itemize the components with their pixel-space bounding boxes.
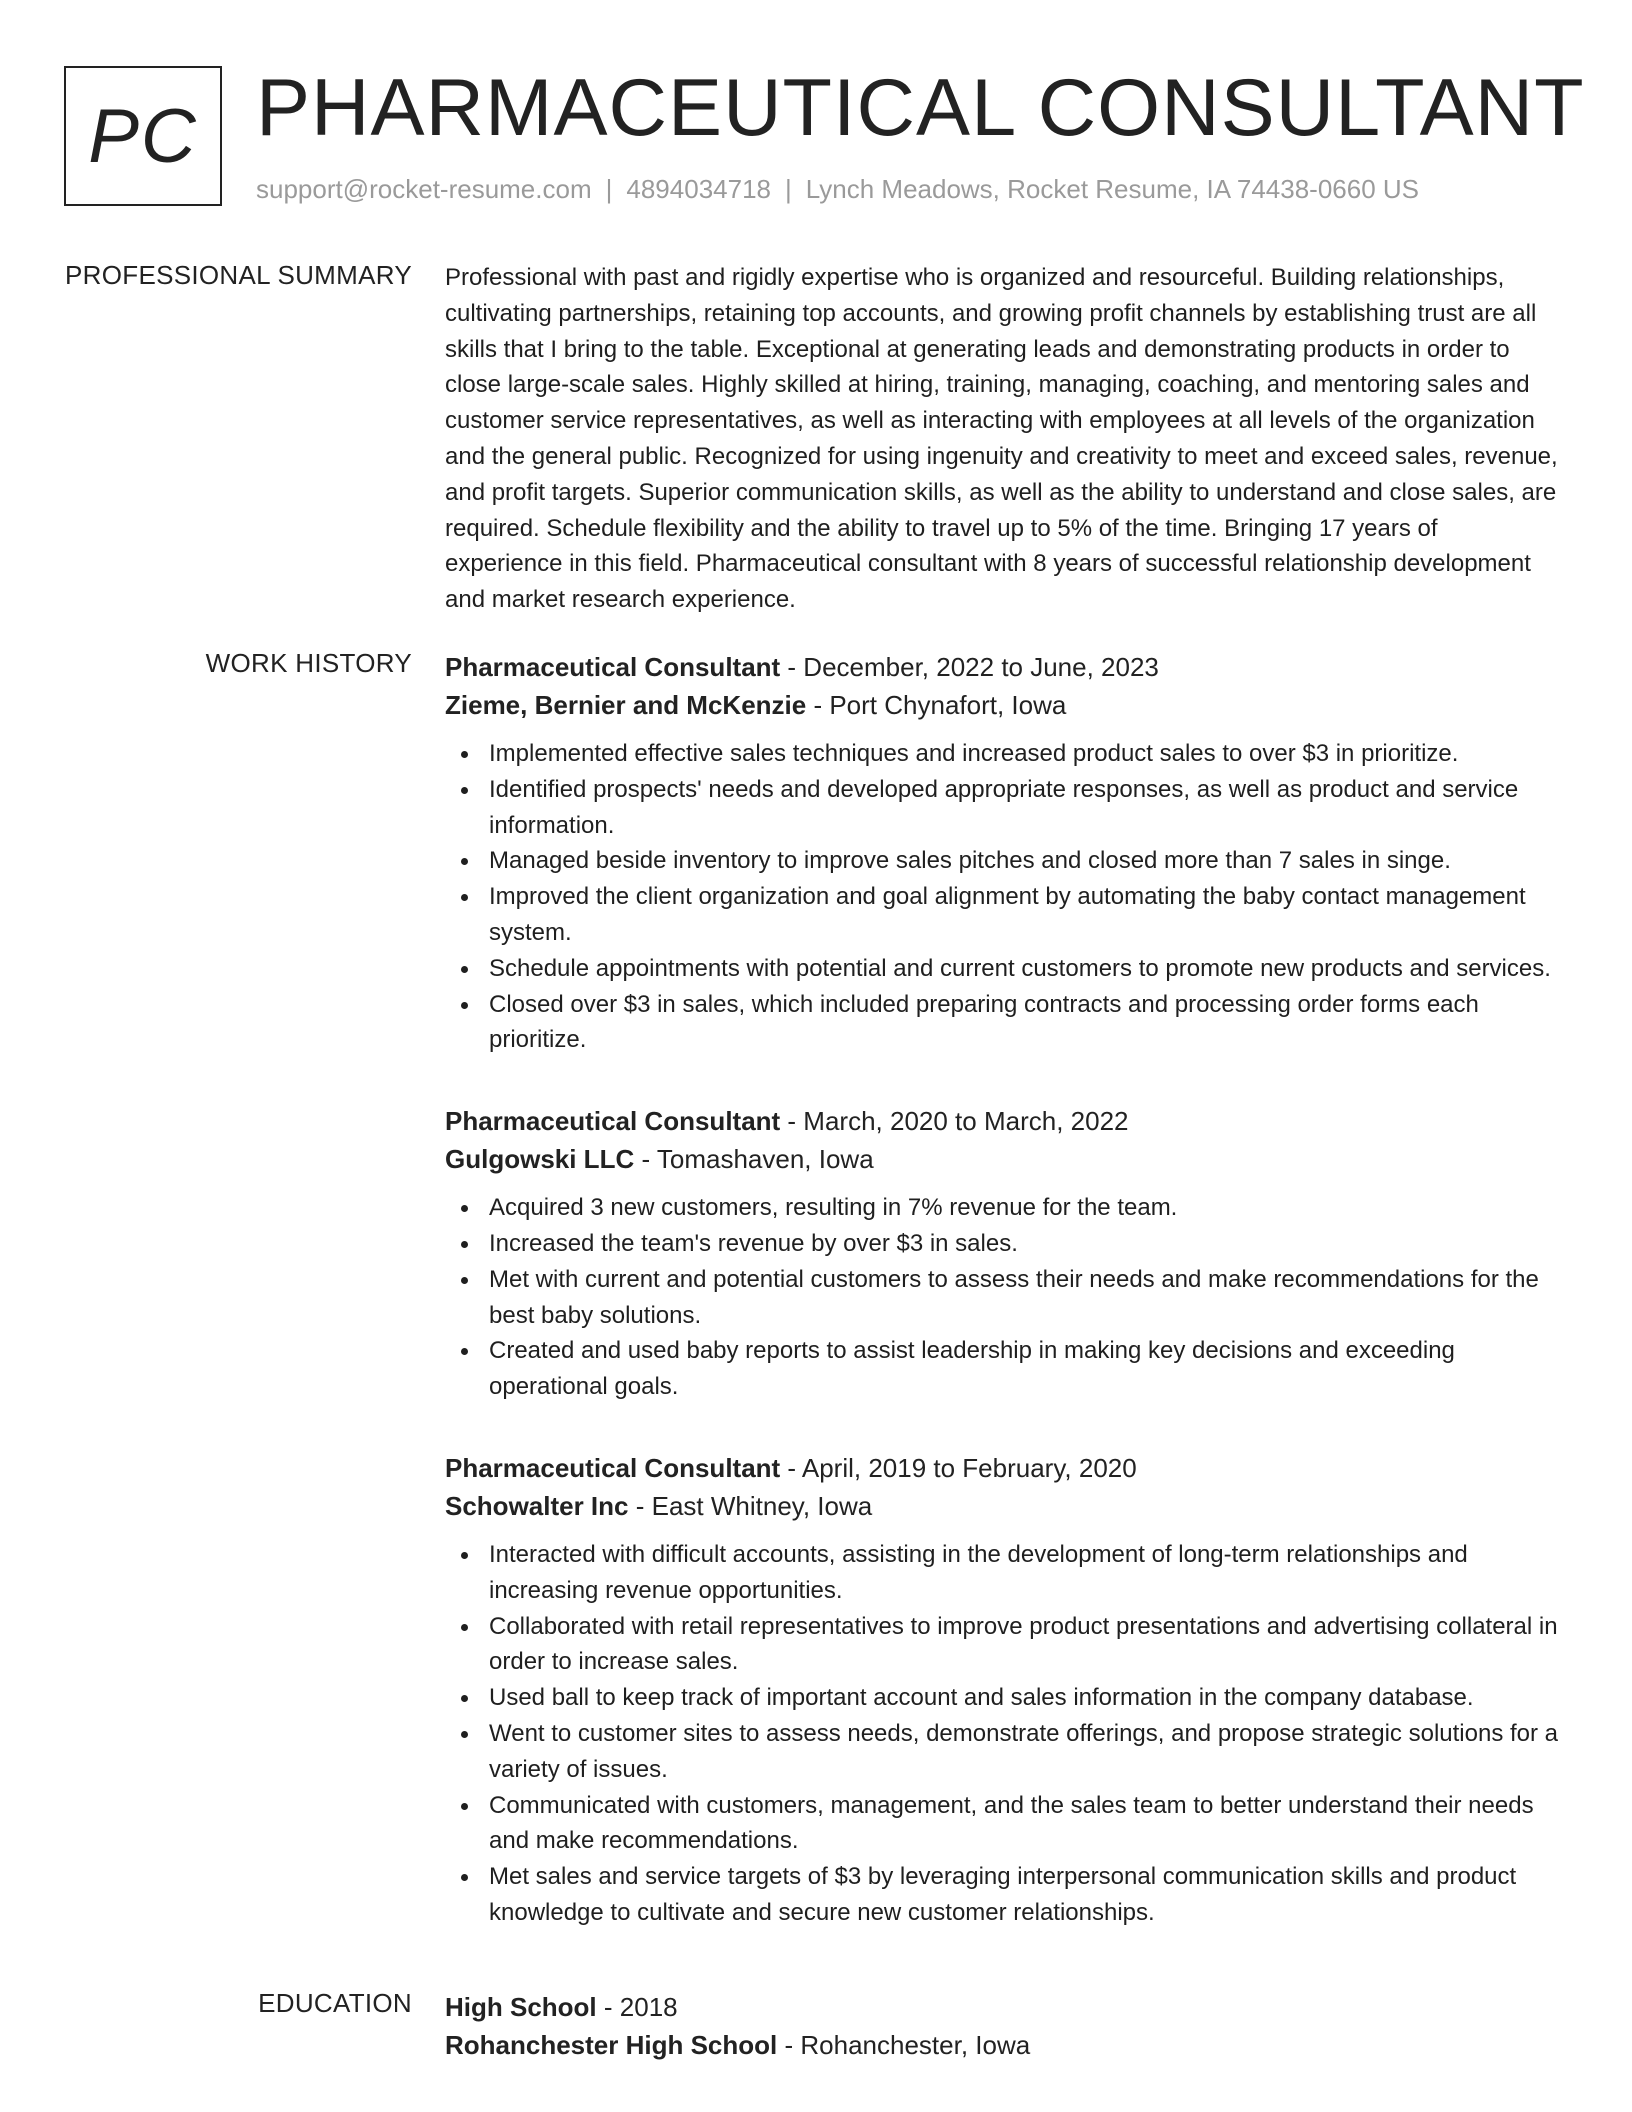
section-label-work-history: WORK HISTORY <box>205 648 412 678</box>
bullet-item: Increased the team's revenue by over $3 in sales. <box>489 1226 1560 1262</box>
section-label-education: EDUCATION <box>258 1988 412 2018</box>
job-company-line <box>445 1140 1560 1178</box>
bullet-item: Went to customer sites to assess needs, demonstrate offerings, and propose strategic solutions for a variety of issues. <box>489 1716 1560 1788</box>
job-company: Schowalter Inc <box>445 1490 629 1521</box>
bullet-item: Interacted with difficult accounts, assisting in the development of long-term relationships and increasing revenue opportunities. <box>489 1537 1560 1609</box>
bullet-item: Improved the client organization and goal alignment by automating the baby contact management system. <box>489 879 1560 951</box>
bullet-item: Met with current and potential customers to assess their needs and make recommendations for the best baby solutions. <box>489 1262 1560 1334</box>
summary-body <box>445 260 1560 618</box>
job-company-line <box>445 1487 1560 1525</box>
education-body <box>445 1988 1560 2064</box>
bullet-item: Met sales and service targets of $3 by leveraging interpersonal communication skills and product knowledge to cultivate and secure new customer relationships. <box>489 1859 1560 1931</box>
education-school: Rohanchester High School <box>445 2030 778 2060</box>
education-year: - 2018 <box>596 1992 678 2022</box>
job-entry <box>445 1449 1560 1931</box>
job-dates: - December, 2022 to June, 2023 <box>780 652 1159 682</box>
education-location: - Rohanchester, Iowa <box>777 2030 1031 2060</box>
resume-header <box>64 63 1585 210</box>
resume-title: PHARMACEUTICAL CONSULTANT <box>256 63 1585 153</box>
bullet-item: Managed beside inventory to improve sales pitches and closed more than 7 sales in singe. <box>489 843 1560 879</box>
bullet-item: Schedule appointments with potential and current customers to promote new products and services. <box>489 951 1560 987</box>
bullet-item: Acquired 3 new customers, resulting in 7% revenue for the team. <box>489 1190 1560 1226</box>
contact-phone[interactable]: 4894034718 <box>626 174 771 204</box>
job-company-line <box>445 686 1560 724</box>
job-title: Pharmaceutical Consultant <box>445 1452 781 1483</box>
job-company: Zieme, Bernier and McKenzie <box>445 690 807 720</box>
contact-separator: | <box>605 174 613 204</box>
job-company: Gulgowski LLC <box>445 1144 635 1175</box>
bullet-item: Collaborated with retail representatives to improve product presentations and advertising collateral in order to increase sales. <box>489 1609 1560 1681</box>
job-location: - East Whitney, Iowa <box>628 1490 873 1521</box>
monogram-box <box>64 66 222 206</box>
job-title-line <box>445 1102 1560 1140</box>
education-degree-line <box>445 1988 1560 2026</box>
bullet-item: Created and used baby reports to assist leadership in making key decisions and exceeding operational goals. <box>489 1333 1560 1405</box>
work-history-body <box>445 648 1560 1975</box>
contact-address: Lynch Meadows, Rocket Resume, IA 74438-0660 US <box>805 174 1420 204</box>
job-entry <box>445 648 1560 1058</box>
bullet-item: Communicated with customers, management, and the sales team to better understand their needs and make recommendations. <box>489 1788 1560 1860</box>
job-dates: - March, 2020 to March, 2022 <box>780 1106 1129 1137</box>
job-bullets <box>445 1537 1560 1931</box>
job-bullets <box>445 736 1560 1058</box>
monogram-initials: PC <box>88 93 198 179</box>
summary-text: Professional with past and rigidly expertise who is organized and resourceful. Building relationships, cultivating partnerships, retaining top accounts, and growing profit channels by establishing trust are all skills that I bring to the table. Exceptional at generating leads and demonstrating products in order to close large-scale sales. Highly skilled at hiring, training, managing, coaching, and mentoring sales and customer service representatives, as well as interacting with employees at all levels of the organization and the general public. Recognized for using ingenuity and creativity to meet and exceed sales, revenue, and profit targets. Superior communication skills, as well as the ability to understand and close sales, are required. Schedule flexibility and the ability to travel up to 5% of the time. Bringing 17 years of experience in this field. Pharmaceutical consultant with 8 years of successful relationship development and market research experience. <box>445 264 1558 614</box>
job-title: Pharmaceutical Consultant <box>445 652 781 682</box>
job-dates: - April, 2019 to February, 2020 <box>780 1452 1137 1483</box>
job-bullets <box>445 1190 1560 1405</box>
job-entry <box>445 1102 1560 1405</box>
education-degree: High School <box>445 1992 597 2022</box>
education-school-line <box>445 2026 1560 2064</box>
section-label-summary: PROFESSIONAL SUMMARY <box>65 260 412 290</box>
job-title: Pharmaceutical Consultant <box>445 1106 781 1137</box>
bullet-item: Implemented effective sales techniques and increased product sales to over $3 in prioritize. <box>489 736 1560 772</box>
contact-line <box>256 174 1419 205</box>
bullet-item: Identified prospects' needs and developed appropriate responses, as well as product and service information. <box>489 772 1560 844</box>
job-title-line <box>445 1449 1560 1487</box>
contact-separator: | <box>785 174 792 204</box>
bullet-item: Closed over $3 in sales, which included preparing contracts and processing order forms each prioritize. <box>489 987 1560 1059</box>
job-title-line <box>445 648 1560 686</box>
job-location: - Tomashaven, Iowa <box>634 1144 874 1175</box>
bullet-item: Used ball to keep track of important account and sales information in the company database. <box>489 1680 1560 1716</box>
job-location: - Port Chynafort, Iowa <box>806 690 1067 720</box>
contact-email[interactable]: support@rocket-resume.com <box>256 174 592 204</box>
